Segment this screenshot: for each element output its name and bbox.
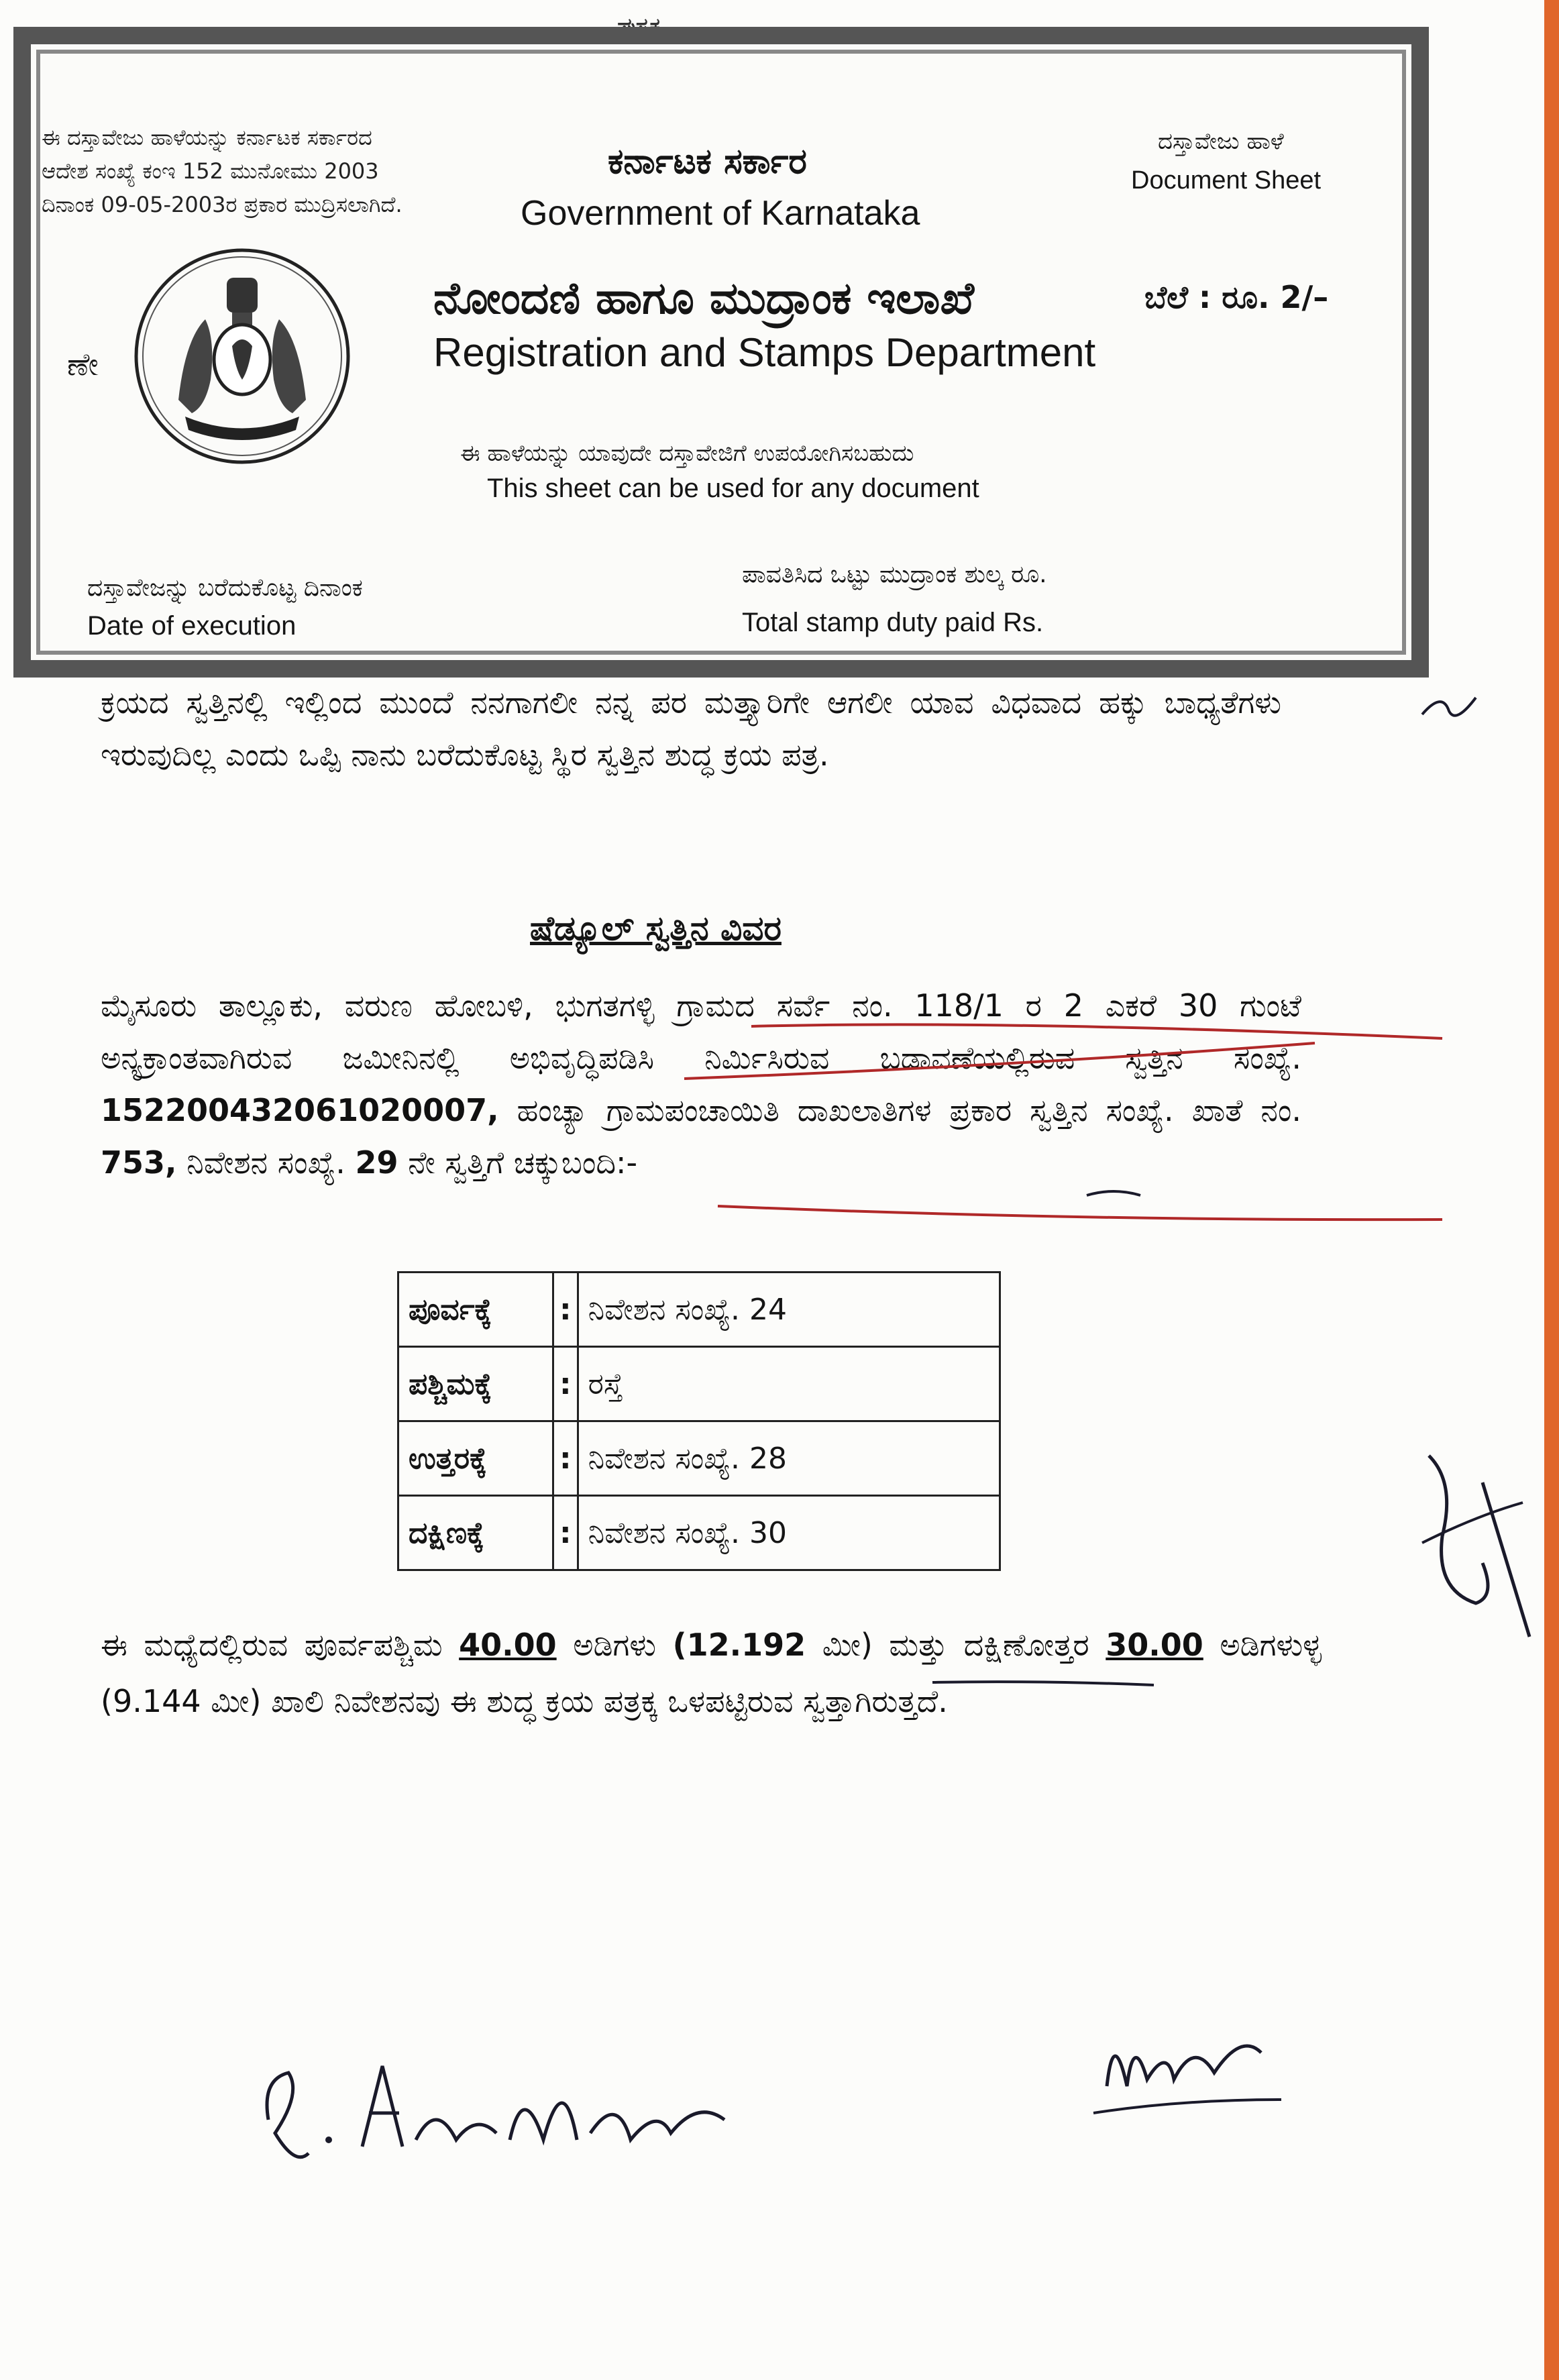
left-signature bbox=[255, 2039, 751, 2173]
department-title-english: Registration and Stamps Department bbox=[433, 330, 1096, 375]
order-line-3: ದಿನಾಂಕ 09-05-2003ರ ಪ್ರಕಾರ ಮುದ್ರಿಸಲಾಗಿದೆ. bbox=[42, 192, 402, 217]
boundary-colon: : bbox=[553, 1421, 578, 1496]
schedule-text-part4: ನೇ ಸ್ವತ್ತಿಗೆ ಚಕ್ಕುಬಂದಿ:- bbox=[408, 1144, 638, 1181]
site-number: 29 bbox=[355, 1144, 398, 1181]
boundary-direction: ದಕ್ಷಿಣಕ್ಕೆ bbox=[398, 1496, 553, 1570]
east-west-meters: (12.192 bbox=[672, 1627, 806, 1663]
measure-text-part4: ಅಡಿಗಳುಳ್ಳ (9.144 bbox=[101, 1627, 1322, 1719]
boundary-direction: ಉತ್ತರಕ್ಕೆ bbox=[398, 1421, 553, 1496]
boundary-value: ನಿವೇಶನ ಸಂಖ್ಯೆ. 24 bbox=[578, 1273, 1000, 1347]
boundary-direction: ಪೂರ್ವಕ್ಕೆ bbox=[398, 1273, 553, 1347]
order-line-1: ಈ ದಸ್ತಾವೇಜು ಹಾಳೆಯನ್ನು ಕರ್ನಾಟಕ ಸರ್ಕಾರದ bbox=[42, 125, 372, 150]
measure-text-part3: ಮೀ) ಮತ್ತು ದಕ್ಷಿಣೋತ್ತರ bbox=[822, 1627, 1089, 1663]
schedule-heading: ಷೆಡ್ಯೂಲ್ ಸ್ವತ್ತಿನ ವಿವರ bbox=[530, 909, 782, 948]
property-number: 152200432061020007, bbox=[101, 1092, 499, 1128]
boundary-colon: : bbox=[553, 1496, 578, 1570]
intro-paragraph: ಕ್ರಯದ ಸ್ವತ್ತಿನಲ್ಲಿ ಇಲ್ಲಿಂದ ಮುಂದೆ ನನಗಾಗಲೀ ನನ್ನ ಪರ ಮತ್ತ್ಯಾರಿಗೇ ಆಗಲೀ ಯಾವ ವಿಧವಾದ ಹಕ್ಕು ಬಾಧ್ಯತೆಗಳು ಇರುವುದಿಲ್ಲ ಎಂದು ಒಪ್ಪಿ ನಾನು ಬರೆದುಕೊಟ್ಟ ಸ್ಥಿರ ಸ್ವತ್ತಿನ ಶುದ್ಧ ಕ್ರಯ ಪತ್ರ. bbox=[101, 684, 1281, 773]
measure-text-part1: ಈ ಮಧ್ಯೆದಲ್ಲಿರುವ ಪೂರ್ವಪಶ್ಚಿಮ bbox=[101, 1627, 443, 1663]
boundary-colon: : bbox=[553, 1347, 578, 1421]
document-sheet-kannada: ದಸ್ತಾವೇಜು ಹಾಳೆ bbox=[1158, 128, 1284, 155]
schedule-text-part1: ಮೈಸೂರು ತಾಲ್ಲೂಕು, ವರುಣ ಹೋಬಳಿ, ಭುಗತಗಳ್ಳಿ ಗ್ರಾಮದ ಸರ್ವೆ ನಂ. 118/1 ರ 2 ಎಕರೆ 30 ಗುಂಟೆ ಅನ್ಯಕ್ರಾಂತವಾಗಿರುವ ಜಮೀನಿನಲ್ಲಿ ಅಭಿವೃದ್ಧಿಪಡಿಸಿ ನಿರ್ಮಿಸಿರುವ ಬಡಾವಣೆಯಲ್ಲಿರುವ ಸ್ವತ್ತಿನ ಸಂಖ್ಯೆ. bbox=[101, 987, 1301, 1076]
measure-text-part2: ಅಡಿಗಳು bbox=[573, 1627, 657, 1663]
date-of-execution-english: Date of execution bbox=[87, 611, 297, 641]
boundary-colon: : bbox=[553, 1273, 578, 1347]
margin-initials bbox=[1415, 1442, 1536, 1650]
boundary-value: ನಿವೇಶನ ಸಂಖ್ಯೆ. 28 bbox=[578, 1421, 1000, 1496]
khata-number: 753, bbox=[101, 1144, 177, 1181]
department-title-kannada: ನೋಂದಣಿ ಹಾಗೂ ಮುದ್ರಾಂಕ ಇಲಾಖೆ bbox=[433, 272, 975, 324]
boundary-direction: ಪಶ್ಚಿಮಕ್ಕೆ bbox=[398, 1347, 553, 1421]
stamp-duty-kannada: ಪಾವತಿಸಿದ ಒಟ್ಟು ಮುದ್ರಾಂಕ ಶುಲ್ಕ ರೂ. bbox=[742, 561, 1047, 588]
date-of-execution-kannada: ದಸ್ತಾವೇಜನ್ನು ಬರೆದುಕೊಟ್ಟ ದಿನಾಂಕ bbox=[87, 574, 363, 602]
government-title-english: Government of Karnataka bbox=[521, 194, 920, 233]
document-sheet-english: Document Sheet bbox=[1131, 166, 1322, 195]
measure-text-part5: ಮೀ) ಖಾಲಿ ನಿವೇಶನವು ಈ ಶುದ್ಧ ಕ್ರಯ ಪತ್ರಕ್ಕ ಒಳಪಟ್ಟಿರುವ ಸ್ವತ್ತಾಗಿರುತ್ತದೆ. bbox=[211, 1683, 948, 1719]
order-line-2: ಆದೇಶ ಸಂಖ್ಯೆ ಕಂಇ 152 ಮುನೋಮು 2003 bbox=[42, 158, 379, 184]
usage-note-english: This sheet can be used for any document bbox=[487, 474, 979, 503]
schedule-text-part3: ನಿವೇಶನ ಸಂಖ್ಯೆ. bbox=[186, 1144, 345, 1181]
stamp-duty-english: Total stamp duty paid Rs. bbox=[742, 608, 1044, 637]
schedule-text-part2: ಹಂಚ್ಯಾ ಗ್ರಾಮಪಂಚಾಯಿತಿ ದಾಖಲಾತಿಗಳ ಪ್ರಕಾರ ಸ್ವತ್ತಿನ ಸಂಖ್ಯೆ. ಖಾತೆ ನಂ. bbox=[517, 1092, 1302, 1128]
government-title-kannada: ಕರ್ನಾಟಕ ಸರ್ಕಾರ bbox=[608, 142, 807, 182]
boundary-value: ನಿವೇಶನ ಸಂಖ್ಯೆ. 30 bbox=[578, 1496, 1000, 1570]
north-south-feet: 30.00 bbox=[1106, 1627, 1203, 1663]
boundary-value: ರಸ್ತೆ bbox=[578, 1347, 1000, 1421]
serial-prefix: ಣೇ bbox=[67, 346, 99, 382]
east-west-feet: 40.00 bbox=[459, 1627, 557, 1663]
sheet-price: ಬೆಲೆ : ರೂ. 2/– bbox=[1144, 279, 1329, 315]
right-signature bbox=[1087, 2006, 1288, 2126]
usage-note-kannada: ಈ ಹಾಳೆಯನ್ನು ಯಾವುದೇ ದಸ್ತಾವೇಜಿಗೆ ಉಪಯೋಗಿಸಬಹುದು bbox=[460, 440, 914, 467]
